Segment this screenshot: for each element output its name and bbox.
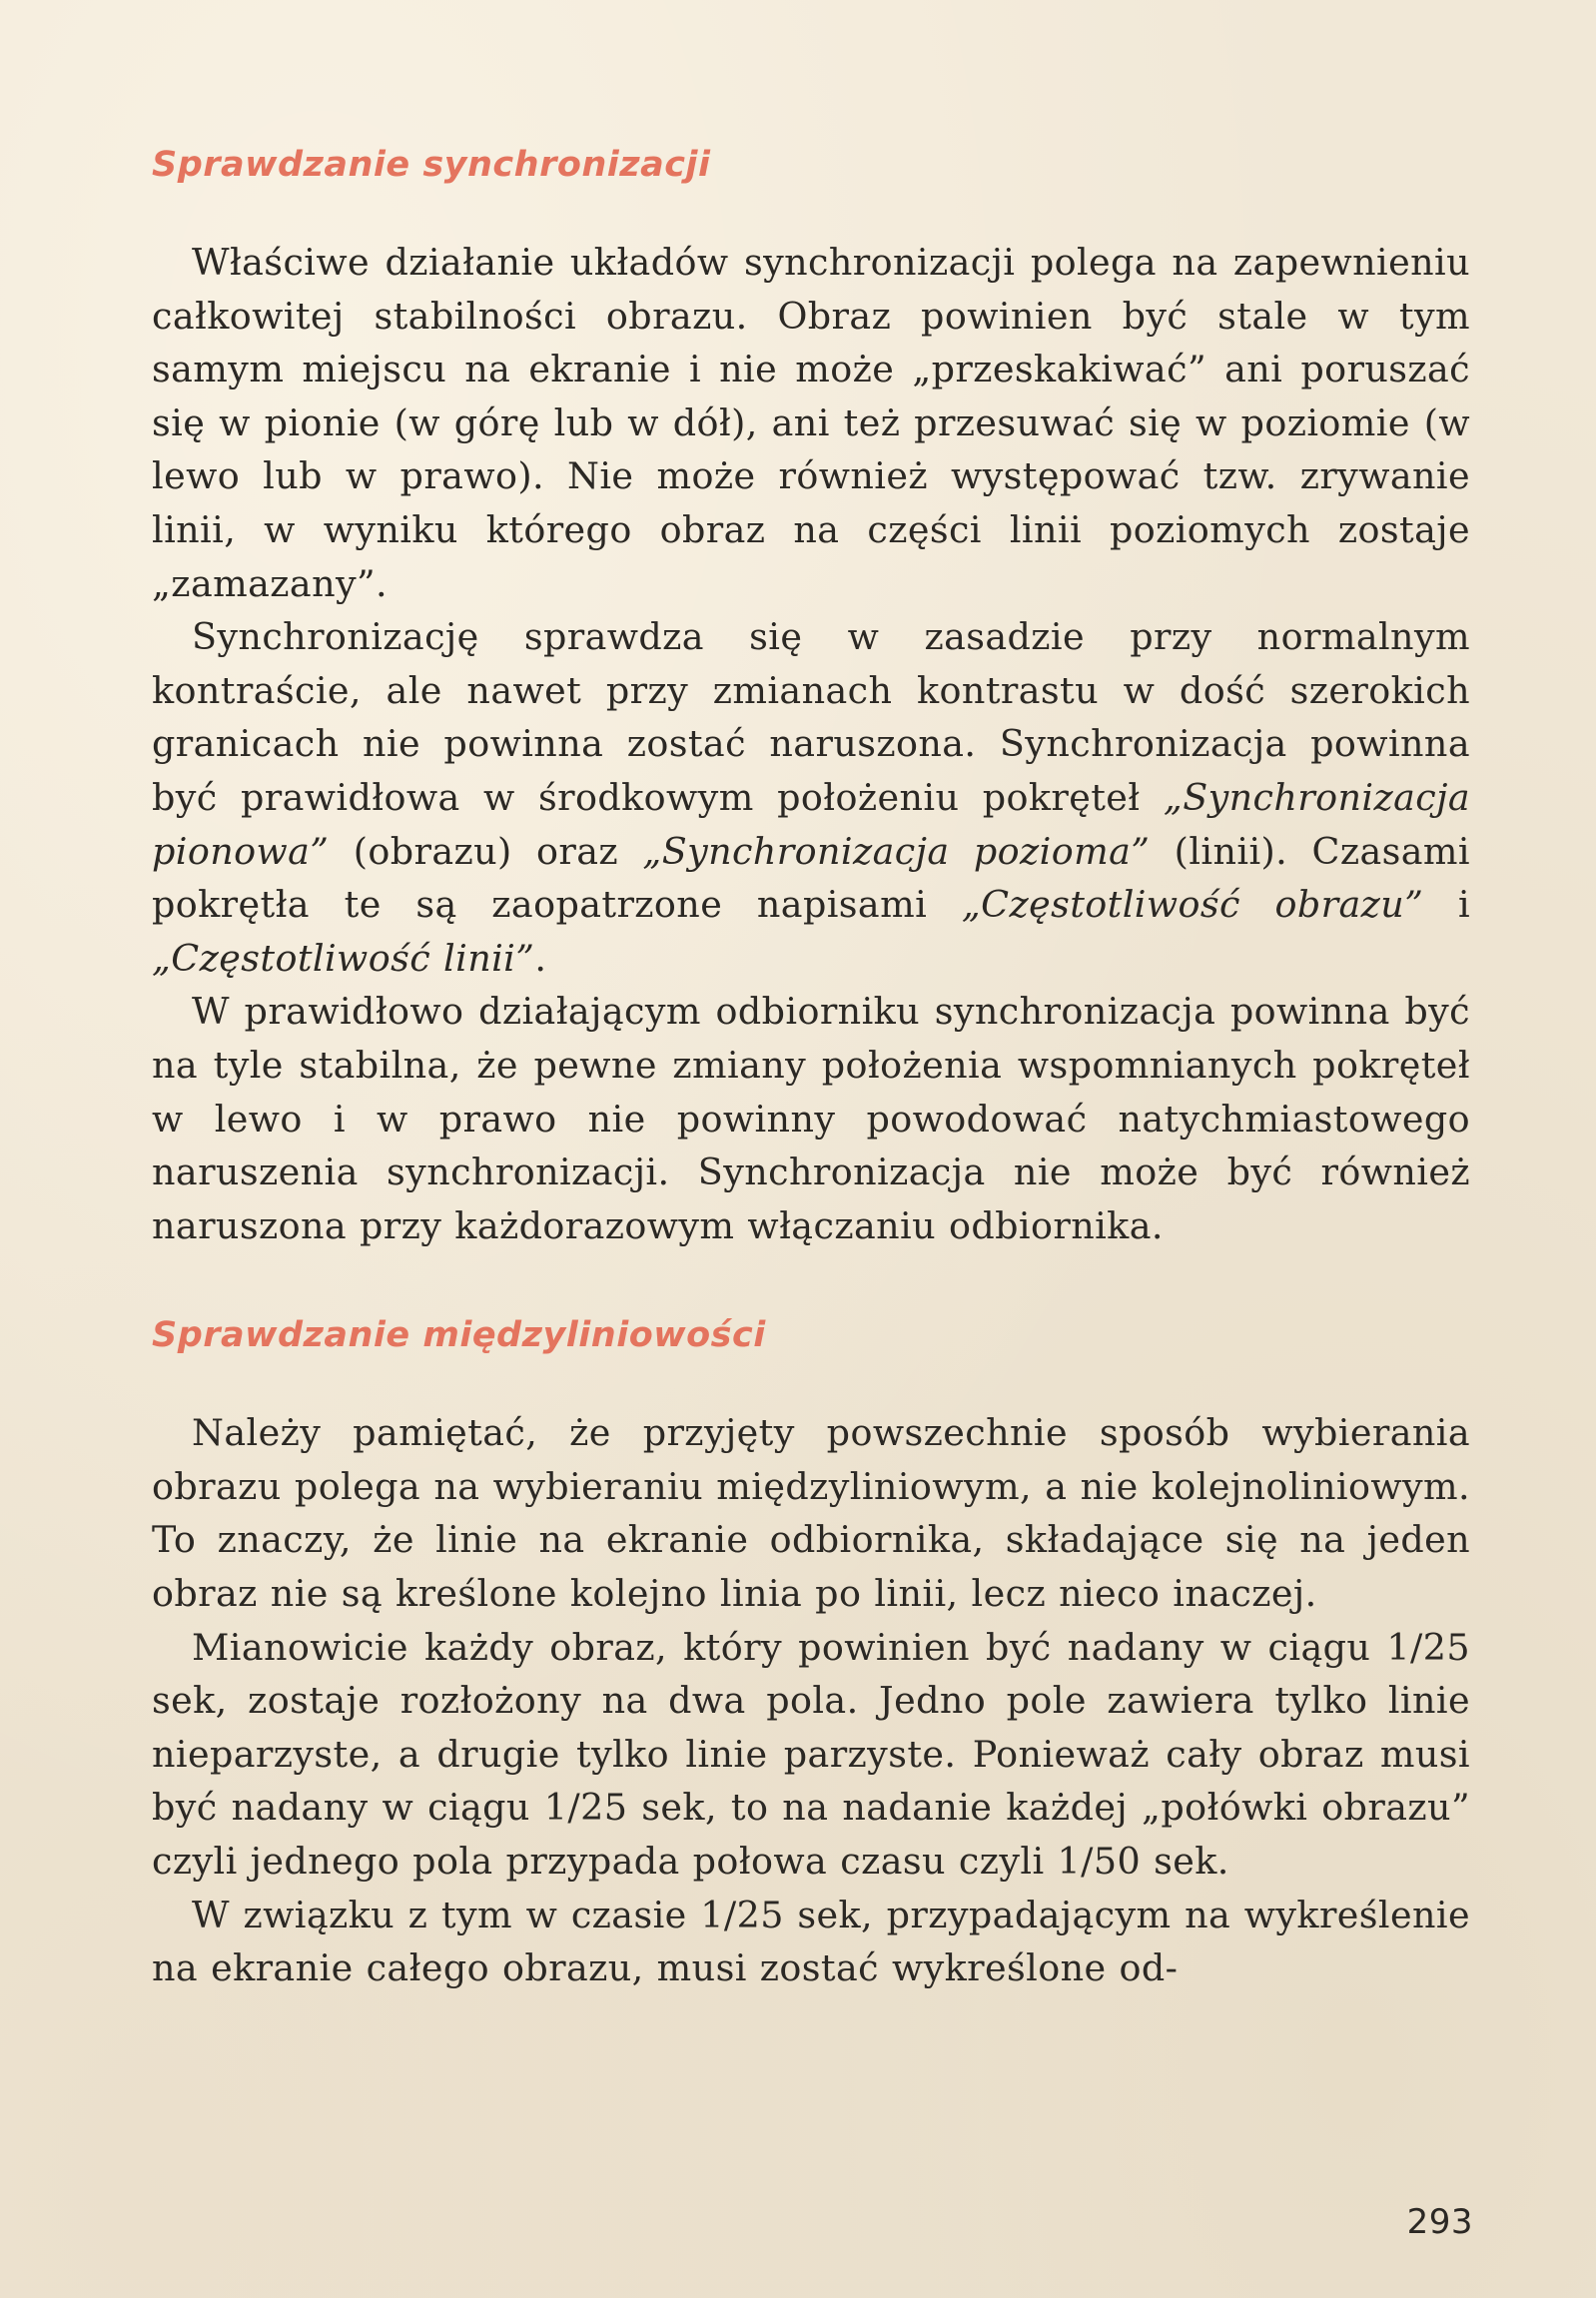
- text-run: (obrazu) oraz: [329, 829, 643, 873]
- paragraph: W prawidłowo działającym odbiorniku synchronizacja powinna być na tyle stabilna, że pewne zmiany położenia wspomnianych pokręteł w lewo i w prawo nie powinny powodować natychmiastowego naruszenia synchronizacji. Synchronizacja nie może być również naruszona przy każdorazowym włączaniu odbiornika.: [152, 990, 1470, 1247]
- section-heading-synchronizacja: Sprawdzanie synchronizacji: [152, 145, 711, 185]
- paragraph: [152, 610, 1470, 985]
- italic-term: „Synchronizacja pionowa”: [152, 775, 1470, 873]
- page-number: 293: [1406, 2202, 1473, 2242]
- text-run: (linii). Czasami pokrętła te są zaopatrzone napisami: [152, 829, 1471, 927]
- section-heading-miedzyliniowosc: Sprawdzanie międzyliniowości: [152, 1315, 766, 1356]
- text-run: i: [1423, 883, 1471, 927]
- italic-term: „Częstotliwość obrazu”: [961, 883, 1424, 927]
- paragraph: Należy pamiętać, że przyjęty powszechnie sposób wybierania obrazu polega na wybieraniu międzyliniowym, a nie kolejnoliniowym. To znaczy, że linie na ekranie odbiornika, składające się na jeden obraz nie są kreślone kolejno linia po linii, lecz nieco inaczej.: [152, 1411, 1470, 1616]
- paragraph: Mianowicie każdy obraz, który powinien być nadany w ciągu 1/25 sek, zostaje rozłożony na dwa pola. Jedno pole zawiera tylko linie nieparzyste, a drugie tylko linie parzyste. Ponieważ cały obraz musi być nadany w ciągu 1/25 sek, to na nadanie każdej „połówki obrazu” czyli jednego pola przypada połowa czasu czyli 1/50 sek.: [152, 1625, 1470, 1884]
- paragraph: Właściwe działanie układów synchronizacji polega na zapewnieniu całkowitej stabilności obrazu. Obraz powinien być stale w tym samym miejscu na ekranie i nie może „przeskakiwać” ani poruszać się w pionie (w górę lub w dół), ani też przesuwać się w poziomie (w lewo lub w prawo). Nie może również występować tzw. zrywanie linii, w wyniku którego obraz na części linii poziomych zostaje „zamazany”.: [152, 241, 1470, 605]
- italic-term: „Częstotliwość linii”: [152, 936, 535, 980]
- text-run: Synchronizację sprawdza się w zasadzie przy normalnym kontraście, ale nawet przy zmianach kontrastu w dość szerokich granicach nie powinna zostać naruszona. Synchronizacja powinna być prawidłowa w środkowym położeniu pokręteł: [152, 615, 1470, 819]
- italic-term: „Synchronizacja pozioma”: [642, 829, 1151, 873]
- text-run: .: [534, 936, 547, 980]
- paragraph: W związku z tym w czasie 1/25 sek, przypadającym na wykreślenie na ekranie całego obrazu, musi zostać wykreślone od-: [152, 1893, 1470, 1990]
- page-content: [152, 140, 1470, 1995]
